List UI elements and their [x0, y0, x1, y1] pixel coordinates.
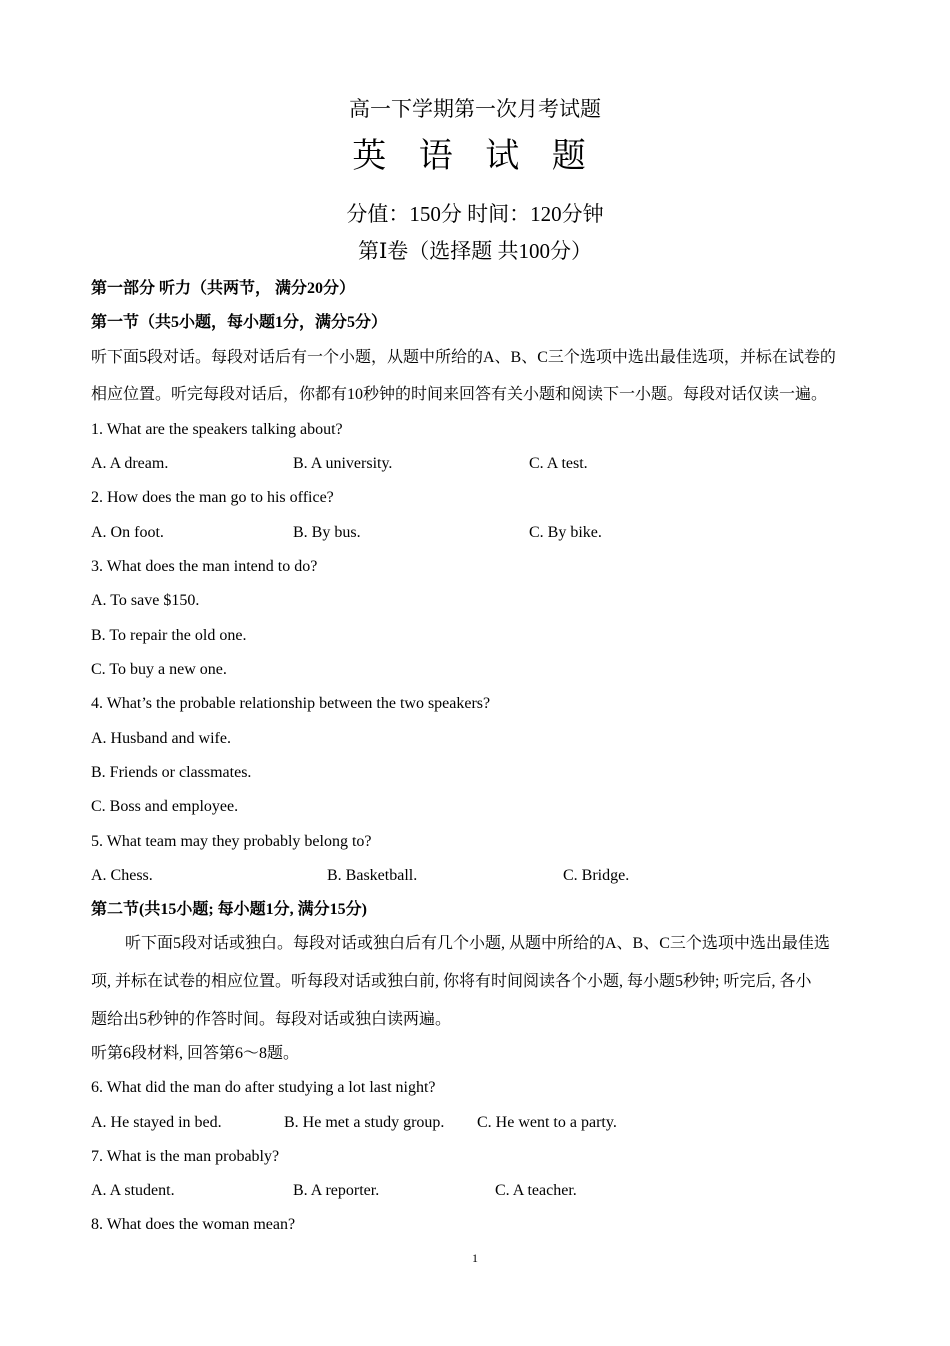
q2-option-c: C. By bike. [529, 524, 602, 541]
q5-option-a: A. Chess. [91, 867, 153, 884]
section1-instructions-2: 相应位置。听完每段对话后，你都有10秒钟的时间来回答有关小题和阅读下一小题。每段对话仅读一遍。 [91, 386, 828, 403]
q5-option-b: B. Basketball. [327, 867, 418, 884]
question-8: 8. What does the woman mean? [91, 1216, 296, 1233]
section2-instructions-1: 听下面5段对话或独白。每段对话或独白后有几个小题, 从题中所给的A、B、C三个选项中选出最佳选 [125, 935, 830, 952]
section2-instructions-3: 题给出5秒钟的作答时间。每段对话或独白读两遍。 [91, 1011, 452, 1028]
question-1: 1. What are the speakers talking about? [91, 421, 343, 438]
q7-option-c: C. A teacher. [495, 1182, 577, 1199]
q1-option-c: C. A test. [529, 455, 588, 472]
part1-title: 第一部分 听力（共两节， 满分20分） [91, 280, 356, 297]
question-5: 5. What team may they probably belong to? [91, 833, 372, 850]
q2-option-b: B. By bus. [293, 524, 361, 541]
q2-option-a: A. On foot. [91, 524, 164, 541]
subject-title: 英 语 试 题 [352, 138, 598, 175]
question-3: 3. What does the man intend to do? [91, 558, 318, 575]
section2-title: 第二节(共15小题; 每小题1分, 满分15分) [91, 901, 367, 918]
section1-instructions-1: 听下面5段对话。每段对话后有一个小题，从题中所给的A、B、C三个选项中选出最佳选项，并标在试卷的 [91, 349, 836, 366]
q1-option-b: B. A university. [293, 455, 393, 472]
q3-option-c: C. To buy a new one. [91, 661, 227, 678]
material-6-heading: 听第6段材料, 回答第6～8题。 [91, 1045, 300, 1062]
page-number: 1 [472, 1251, 478, 1265]
question-6: 6. What did the man do after studying a lot last night? [91, 1079, 436, 1096]
q6-option-b: B. He met a study group. [284, 1114, 445, 1131]
q6-option-c: C. He went to a party. [477, 1114, 617, 1131]
q7-option-b: B. A reporter. [293, 1182, 380, 1199]
question-7: 7. What is the man probably? [91, 1148, 280, 1165]
score-time: 分值：150分 时间：120分钟 [346, 202, 604, 226]
q7-option-a: A. A student. [91, 1182, 175, 1199]
volume-title: 第Ⅰ卷（选择题 共100分） [357, 239, 593, 263]
q4-option-c: C. Boss and employee. [91, 798, 239, 815]
q6-option-a: A. He stayed in bed. [91, 1114, 222, 1131]
question-4: 4. What’s the probable relationship between the two speakers? [91, 695, 491, 712]
section1-title: 第一节（共5小题，每小题1分，满分5分） [91, 314, 388, 331]
q5-option-c: C. Bridge. [563, 867, 630, 884]
q3-option-b: B. To repair the old one. [91, 627, 247, 644]
exam-name: 高一下学期第一次月考试题 [349, 97, 601, 121]
question-2: 2. How does the man go to his office? [91, 489, 334, 506]
q3-option-a: A. To save $150. [91, 592, 200, 609]
section2-instructions-2: 项, 并标在试卷的相应位置。听每段对话或独白前, 你将有时间阅读各个小题, 每小题5秒钟; 听完后, 各小 [91, 973, 812, 990]
q4-option-b: B. Friends or classmates. [91, 764, 252, 781]
q1-option-a: A. A dream. [91, 455, 169, 472]
q4-option-a: A. Husband and wife. [91, 730, 231, 747]
